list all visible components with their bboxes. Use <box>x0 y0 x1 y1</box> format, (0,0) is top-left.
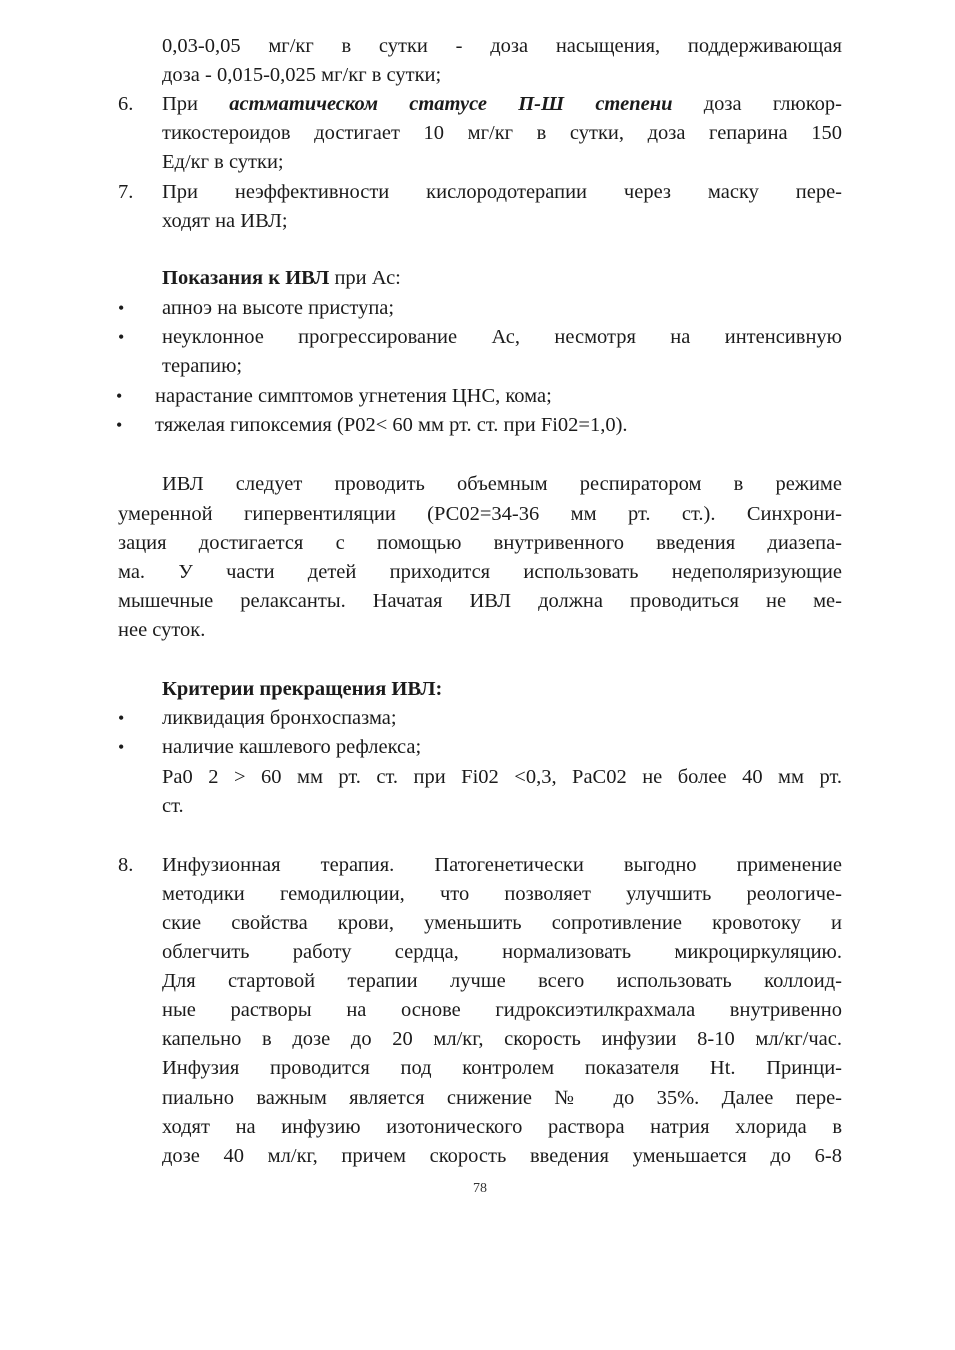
text-line: ские свойства крови, уменьшить сопротивление кровотоку и <box>162 912 842 934</box>
text-line: Для стартовой терапии лучше всего использовать коллоид- <box>162 970 842 992</box>
text-line: умеренной гипервентиляции (РС02=34-36 мм рт. ст.). Синхрони- <box>118 503 842 525</box>
list-number: 8. <box>118 854 134 876</box>
emphasis-text: астматическом статусе П-Ш степени <box>229 93 673 115</box>
list-item: неуклонное прогрессирование Ас, несмотря на интенсивную <box>162 326 842 348</box>
text-line: При неэффективности кислородотерапии через маску пере- <box>162 181 842 203</box>
text-line <box>162 90 842 119</box>
list-item: наличие кашлевого рефлекса; <box>162 736 422 758</box>
bullet-icon: • <box>118 737 125 757</box>
heading-rest: при Ас: <box>329 267 401 289</box>
page-number: 78 <box>473 1181 487 1196</box>
text-line: методики гемодилюции, что позволяет улучшить реологиче- <box>162 883 842 905</box>
list-item: тяжелая гипоксемия (Р02< 60 мм рт. ст. при Fi02=1,0). <box>155 414 628 436</box>
text-line: 0,03-0,05 мг/кг в сутки - доза насыщения, поддерживающая <box>162 35 842 57</box>
text-line: капельно в дозе до 20 мл/кг, скорость инфузии 8-10 мл/кг/час. <box>162 1028 842 1050</box>
section-heading: Критерии прекращения ИВЛ: <box>162 678 443 700</box>
list-item: апноэ на высоте приступа; <box>162 297 395 319</box>
list-item-continuation: ст. <box>162 795 184 817</box>
bullet-icon: • <box>116 386 123 406</box>
text-line: зация достигается с помощью внутривенного введения диазепа- <box>118 532 842 554</box>
text-line: ИВЛ следует проводить объемным респиратором в режиме <box>162 473 842 495</box>
text-line: дозе 40 мл/кг, причем скорость введения уменьшается до 6-8 <box>162 1145 842 1167</box>
text-line: нее суток. <box>118 619 206 641</box>
list-item: нарастание симптомов угнетения ЦНС, кома; <box>155 385 552 407</box>
text-span: доза глюкор- <box>672 93 842 115</box>
bullet-icon: • <box>118 298 125 318</box>
list-number: 6. <box>118 93 134 115</box>
text-line: Инфузия проводится под контролем показателя Ht. Принци- <box>162 1057 842 1079</box>
bullet-icon: • <box>118 708 125 728</box>
text-line: тикостероидов достигает 10 мг/кг в сутки, доза гепарина 150 <box>162 122 842 144</box>
list-item-continuation: терапию; <box>162 355 243 377</box>
bullet-icon: • <box>118 327 125 347</box>
section-heading <box>162 264 842 293</box>
text-span: При <box>162 93 230 115</box>
list-item: Ра0 2 > 60 мм рт. ст. при Fi02 <0,3, РаС02 не более 40 мм рт. <box>162 766 842 788</box>
text-line: Инфузионная терапия. Патогенетически выгодно применение <box>162 854 842 876</box>
text-line: пиально важным является снижение № до 35%. Далее пере- <box>162 1087 842 1109</box>
text-line: облегчить работу сердца, нормализовать микроциркуляцию. <box>162 941 842 963</box>
text-line: мышечные релаксанты. Начатая ИВЛ должна проводиться не ме- <box>118 590 842 612</box>
list-number: 7. <box>118 181 134 203</box>
list-item: ликвидация бронхоспазма; <box>162 707 397 729</box>
text-line: Ед/кг в сутки; <box>162 151 284 173</box>
text-line: доза - 0,015-0,025 мг/кг в сутки; <box>162 64 442 86</box>
text-line: ма. У части детей приходится использовать недеполяризующие <box>118 561 842 583</box>
text-line: ходят на инфузию изотонического раствора натрия хлорида в <box>162 1116 842 1138</box>
text-line: ные растворы на основе гидроксиэтилкрахмала внутривенно <box>162 999 842 1021</box>
text-line: ходят на ИВЛ; <box>162 210 288 232</box>
bullet-icon: • <box>116 415 123 435</box>
heading-bold: Показания к ИВЛ <box>162 267 330 289</box>
